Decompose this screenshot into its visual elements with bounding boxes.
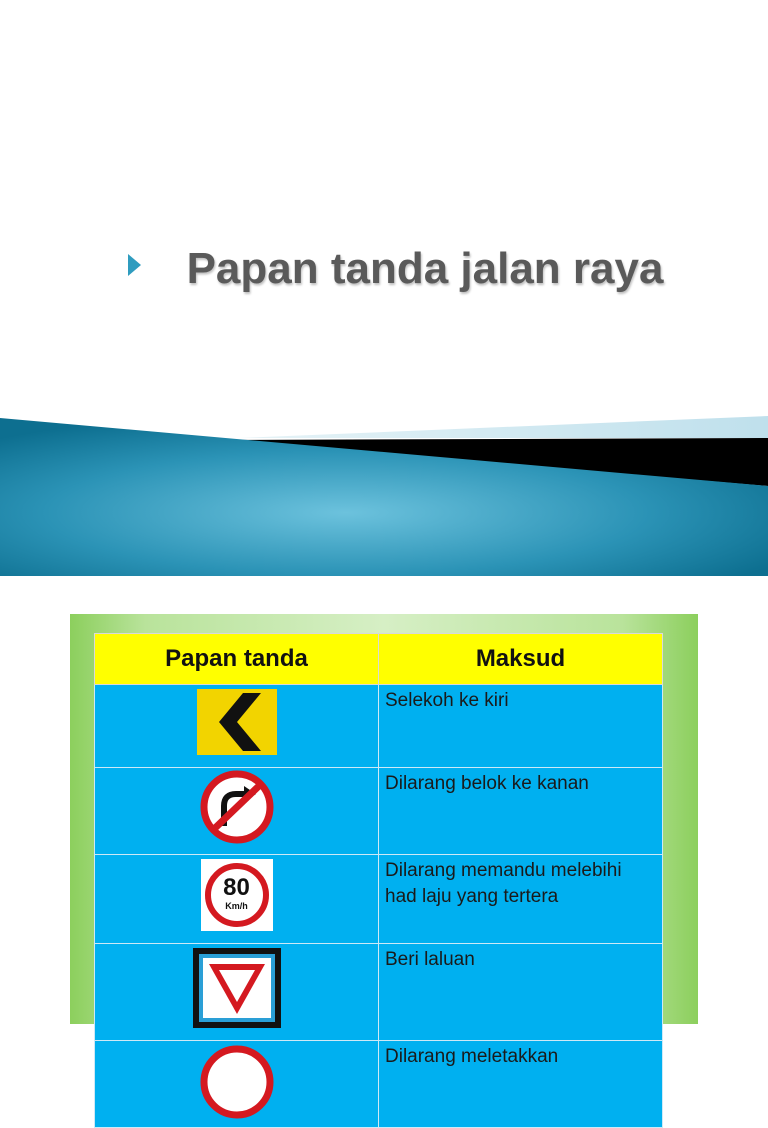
speed-limit-unit: Km/h [225,901,248,911]
meaning-cell: Dilarang memandu melebihi had laju yang tertera [379,855,663,944]
give-way-sign-icon [193,948,281,1028]
meaning-cell: Selekoh ke kiri [379,685,663,768]
meaning-cell: Beri laluan [379,944,663,1041]
sign-cell [95,944,379,1041]
table-row [95,685,663,768]
road-signs-table [94,633,663,1128]
slide-title: Papan tanda jalan raya [186,244,664,293]
no-right-turn-sign-icon [198,772,276,842]
sign-cell [95,855,379,944]
chevron-left-sign-icon [197,689,277,755]
column-header-meaning: Maksud [379,634,663,685]
sign-cell [95,685,379,768]
column-header-sign: Papan tanda [95,634,379,685]
sign-cell [95,1041,379,1128]
no-parking-sign-icon [198,1045,276,1115]
meaning-cell: Dilarang meletakkan [379,1041,663,1128]
table-row [95,855,663,944]
table-row [95,1041,663,1128]
sign-table-frame [70,614,698,1067]
sign-cell [95,768,379,855]
decorative-banner [0,410,768,576]
speed-limit-80-sign-icon [201,859,273,931]
meaning-cell: Dilarang belok ke kanan [379,768,663,855]
speed-limit-value: 80 [223,874,250,901]
table-row [95,768,663,855]
table-row [95,944,663,1041]
